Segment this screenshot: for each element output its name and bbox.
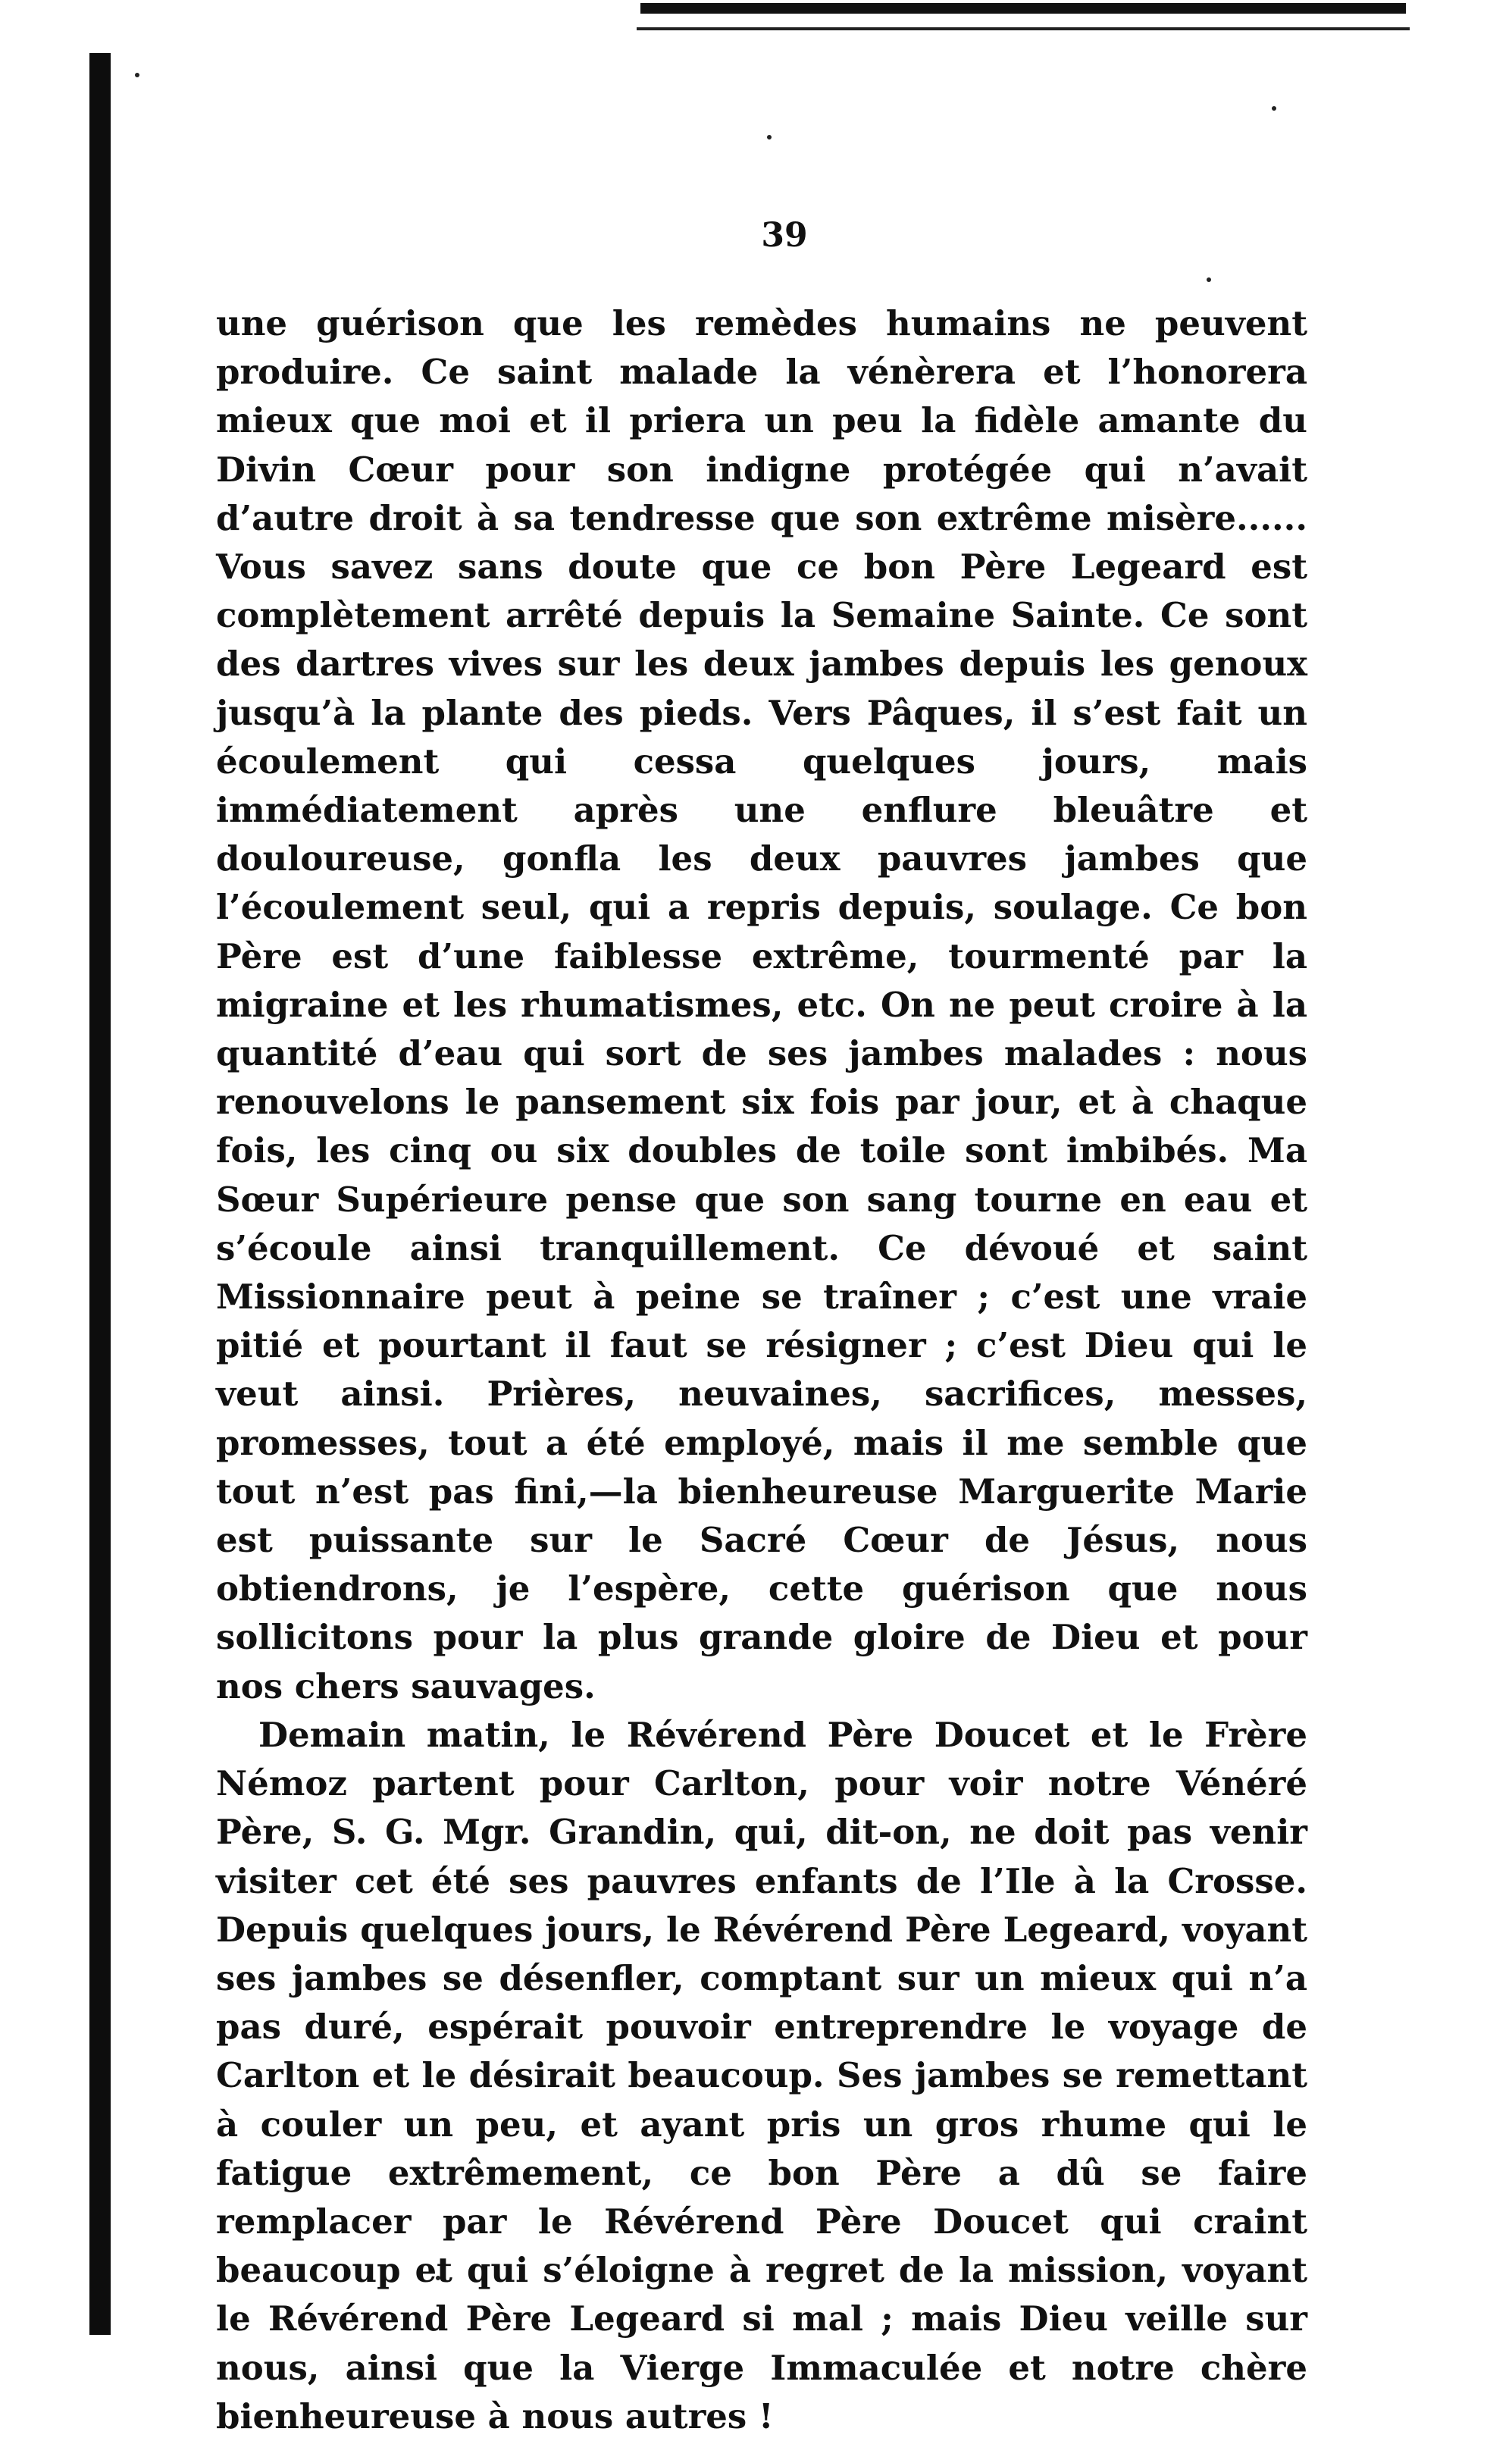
page-number: 39: [761, 216, 808, 255]
print-speck: [767, 135, 772, 139]
paragraph: une guérison que les remèdes humains ne peuvent produire. Ce saint malade la vénèrera et l’honorera mieux que moi et il priera un peu la fidèle amante du Divin Cœur pour son indigne protégée qui n’avait d’autre droit à sa tendresse que son extrême misère...... Vous savez sans doute que ce bon Père Legeard est complètement arrêté depuis la Semaine Sainte. Ce sont des dartres vives sur les deux jambes depuis les genoux jusqu’à la plante des pieds. Vers Pâques, il s’est fait un écoulement qui cessa quelques jours, mais immédiatement après une enflure bleuâtre et douloureuse, gonfla les deux pauvres jambes que l’écoulement seul, qui a repris depuis, soulage. Ce bon Père est d’une faiblesse extrême, tourmenté par la migraine et les rhumatismes, etc. On ne peut croire à la quantité d’eau qui sort de ses jambes malades : nous renouvelons le pansement six fois par jour, et à chaque fois, les cinq ou six doubles de toile sont imbibés. Ma Sœur Supérieure pense que son sang tourne en eau et s’écoule ainsi tranquillement. Ce dévoué et saint Missionnaire peut à peine se traîner ; c’est une vraie pitié et pourtant il faut se résigner ; c’est Dieu qui le veut ainsi. Prières, neuvaines, sacrifices, messes, promesses, tout a été employé, mais il me semble que tout n’est pas fini,—la bienheureuse Marguerite Marie est puissante sur le Sacré Cœur de Jésus, nous obtiendrons, je l’espère, cette guérison que nous sollicitons pour la plus grande gloire de Dieu et pour nos chers sauvages.: [216, 303, 1307, 1706]
print-speck: [1207, 277, 1211, 282]
page-body-text: [216, 299, 1307, 2441]
binding-shadow: [89, 53, 111, 2335]
paragraph: Demain matin, le Révérend Père Doucet et le Frère Némoz partent pour Carlton, pour voir notre Vénéré Père, S. G. Mgr. Grandin, qui, dit-on, ne doit pas venir visiter cet été ses pauvres enfants de l’Ile à la Crosse. Depuis quelques jours, le Révérend Père Legeard, voyant ses jambes se désenfler, comptant sur un mieux qui n’a pas duré, espérait pouvoir entreprendre le voyage de Carlton et le désirait beaucoup. Ses jambes se remettant à couler un peu, et ayant pris un gros rhume qui le fatigue extrêmement, ce bon Père a dû se faire remplacer par le Révérend Père Doucet qui craint beaucoup et qui s’éloigne à regret de la mission, voyant le Révérend Père Legeard si mal ; mais Dieu veille sur nous, ainsi que la Vierge Immaculée et notre chère bienheureuse à nous autres !: [216, 1714, 1307, 2436]
print-speck: [1272, 106, 1276, 111]
top-border-rule: [640, 3, 1406, 14]
print-speck: [135, 73, 139, 77]
top-border-thin-rule: [637, 27, 1410, 30]
